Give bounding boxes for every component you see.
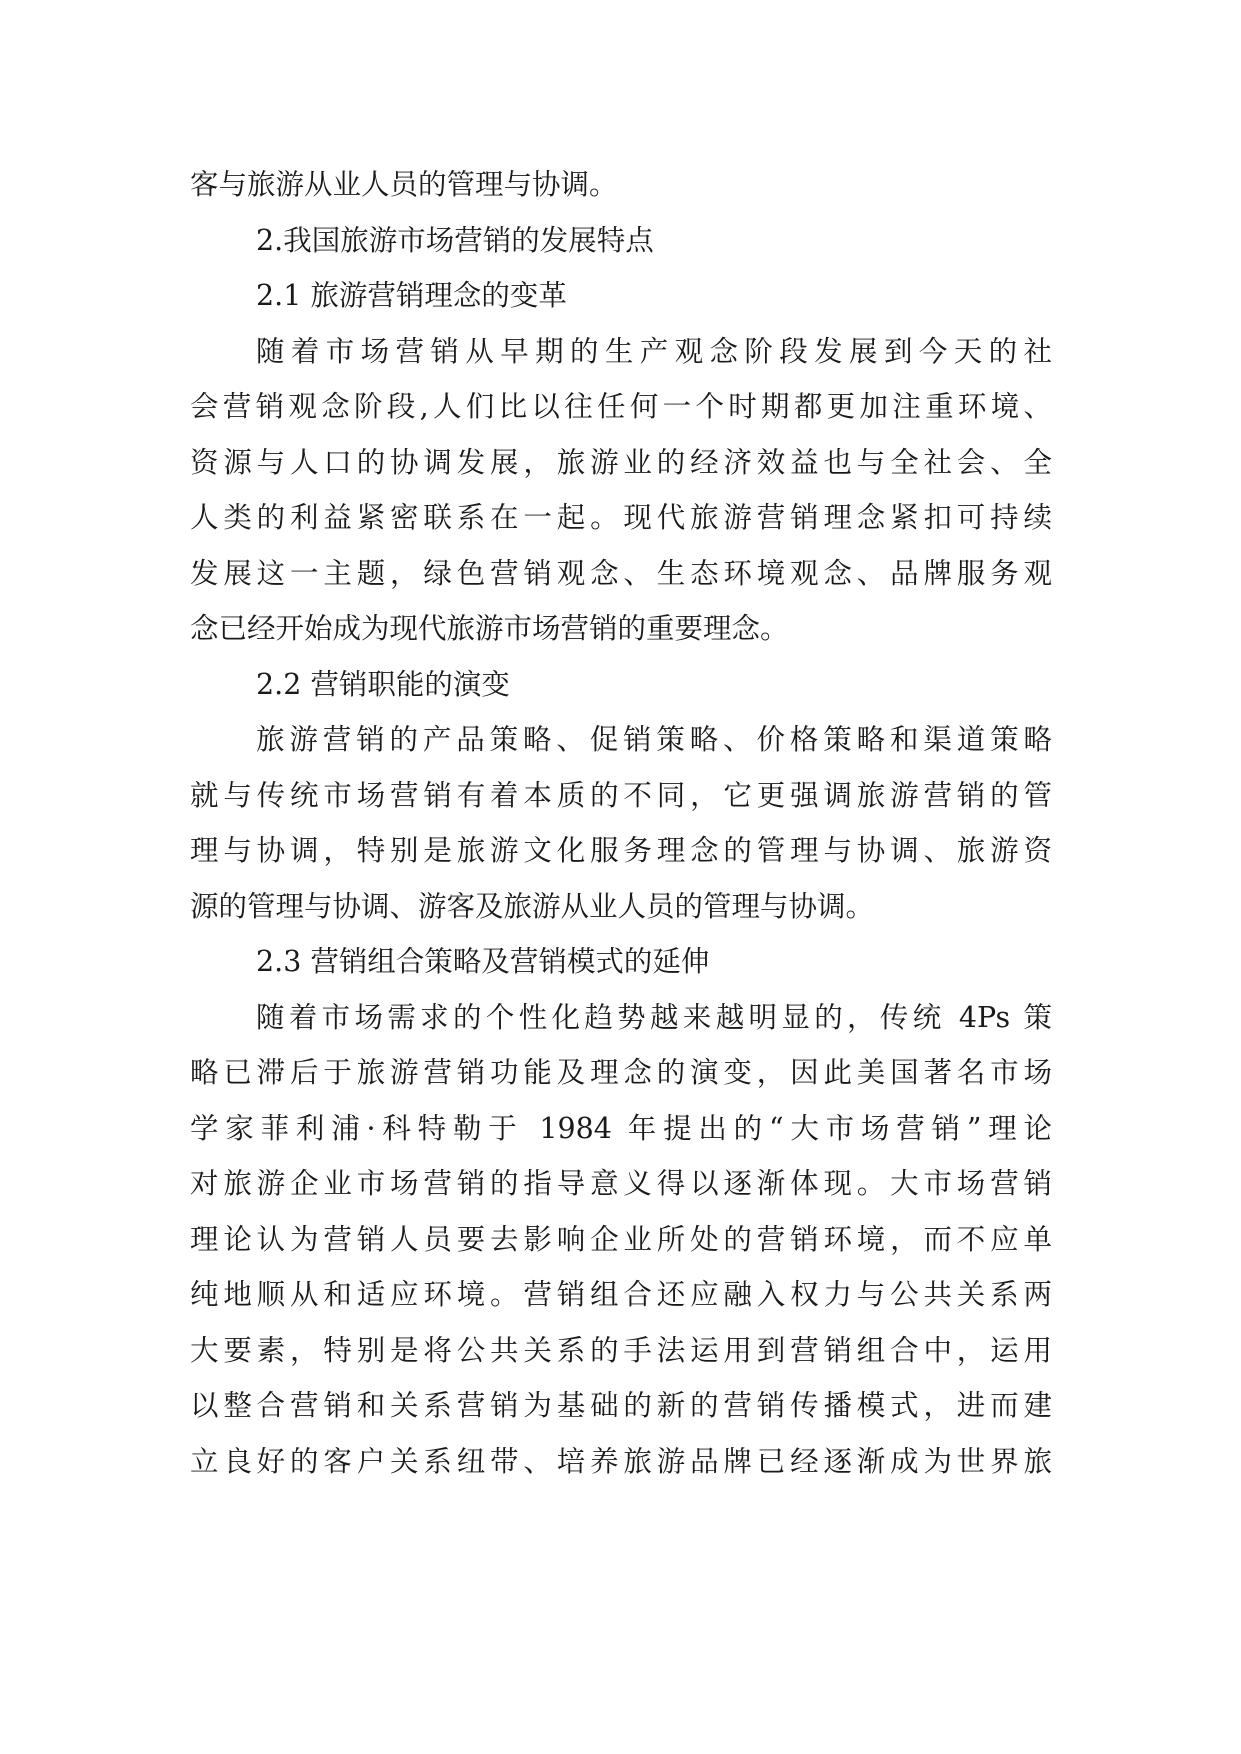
text-line: 资源与人口的协调发展，旅游业的经济效益也与全社会、全 — [190, 445, 1052, 479]
body-text — [190, 157, 1052, 1489]
paragraph-last-line: 念已经开始成为现代旅游市场营销的重要理念。 — [190, 612, 789, 645]
text-line: 理论认为营销人员要去影响企业所处的营销环境，而不应单 — [190, 1222, 1052, 1256]
text-line: 立良好的客户关系纽带、培养旅游品牌已经逐渐成为世界旅 — [190, 1444, 1052, 1478]
text-line: 就与传统市场营销有着本质的不同，它更强调旅游营销的管 — [190, 778, 1052, 812]
text-line: 大要素，特别是将公共关系的手法运用到营销组合中，运用 — [190, 1333, 1052, 1367]
text-line: 对旅游企业市场营销的指导意义得以逐渐体现。大市场营销 — [190, 1167, 1052, 1200]
text-line: 会营销观念阶段,人们比以往任何一个时期都更加注重环境、 — [190, 390, 1052, 423]
section-heading: 2.3 营销组合策略及营销模式的延伸 — [256, 945, 710, 978]
text-line: 略已滞后于旅游营销功能及理念的演变，因此美国著名市场 — [190, 1056, 1052, 1089]
section-heading: 2.1 旅游营销理念的变革 — [256, 279, 567, 312]
paragraph-first-line: 随着市场需求的个性化趋势越来越明显的，传统 4Ps 策 — [256, 1000, 1052, 1034]
text-line: 人类的利益紧密联系在一起。现代旅游营销理念紧扣可持续 — [190, 501, 1052, 534]
text-line: 学家菲利浦·科特勒于 1984 年提出的“大市场营销”理论 — [190, 1111, 1052, 1145]
section-heading: 2.2 营销职能的演变 — [256, 667, 510, 701]
text-line: 纯地顺从和适应环境。营销组合还应融入权力与公共关系两 — [190, 1278, 1052, 1311]
paragraph-first-line: 旅游营销的产品策略、促销策略、价格策略和渠道策略 — [256, 723, 1052, 756]
paragraph-first-line: 随着市场营销从早期的生产观念阶段发展到今天的社 — [256, 334, 1052, 368]
text-line: 以整合营销和关系营销为基础的新的营销传播模式，进而建 — [190, 1389, 1052, 1422]
text-line: 理与协调，特别是旅游文化服务理念的管理与协调、旅游资 — [190, 834, 1052, 867]
text-line: 客与旅游从业人员的管理与协调。 — [190, 168, 618, 201]
section-heading: 2.我国旅游市场营销的发展特点 — [256, 223, 654, 257]
text-line: 发展这一主题，绿色营销观念、生态环境观念、品牌服务观 — [190, 556, 1052, 590]
paragraph-last-line: 源的管理与协调、游客及旅游从业人员的管理与协调。 — [190, 889, 875, 923]
